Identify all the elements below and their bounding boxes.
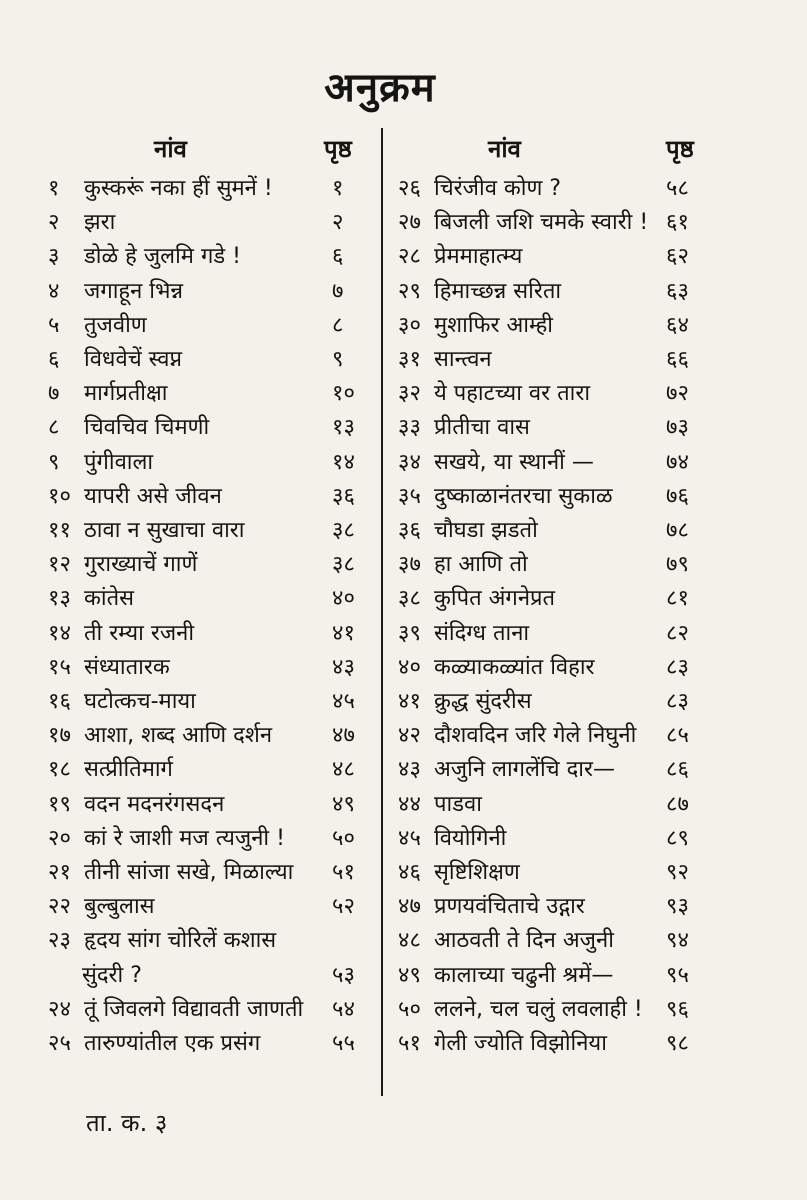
entry-title: कां रे जाशी मज त्यजुनी ! xyxy=(84,825,285,851)
entry-number: १६ xyxy=(48,689,71,714)
entry-page: ४७ xyxy=(332,723,355,749)
entry-number: ३९ xyxy=(398,620,421,646)
toc-entry xyxy=(396,617,716,651)
entry-title: झरा xyxy=(84,210,116,236)
entry-page: १० xyxy=(332,381,355,407)
entry-number: २२ xyxy=(48,894,71,920)
entry-title: हृदय सांग चोरिलें कशास xyxy=(84,928,277,954)
entry-number: २८ xyxy=(398,244,421,270)
entry-number: २७ xyxy=(398,210,421,236)
entry-title: कांतेस xyxy=(84,586,135,612)
entry-page: ५२ xyxy=(332,894,355,920)
toc-entry xyxy=(42,582,372,616)
toc-entry xyxy=(396,411,716,445)
entry-title: चौघडा झडतो xyxy=(434,518,538,543)
entry-page: ६ xyxy=(332,244,344,270)
entry-page: ४९ xyxy=(332,791,355,817)
entry-number: १३ xyxy=(48,586,71,612)
toc-entry xyxy=(42,617,372,651)
entry-page: १४ xyxy=(332,449,355,475)
entry-title: दुष्काळानंतरचा सुकाळ xyxy=(434,483,613,509)
entry-title: संध्यातारक xyxy=(84,654,170,680)
toc-entry xyxy=(396,309,716,343)
right-header-row xyxy=(396,132,716,172)
right-column xyxy=(396,132,716,1056)
entry-number: ३० xyxy=(398,312,421,338)
toc-entry xyxy=(42,924,372,958)
entry-number: १५ xyxy=(48,654,71,680)
entry-page: ८१ xyxy=(666,586,689,612)
toc-entry xyxy=(396,822,716,856)
entry-number: ३ xyxy=(48,244,60,270)
toc-entry xyxy=(396,240,716,274)
entry-title: कालाच्या चढुनी श्रमें— xyxy=(434,962,614,988)
toc-entry xyxy=(42,514,372,548)
toc-entry xyxy=(396,480,716,514)
entry-number: २९ xyxy=(398,278,421,304)
left-header-row xyxy=(42,132,372,172)
entry-number: २३ xyxy=(48,928,71,954)
entry-number: ४३ xyxy=(398,757,421,783)
entry-number: ४२ xyxy=(398,723,421,749)
entry-page: ४१ xyxy=(332,620,355,646)
entry-number: ४५ xyxy=(398,825,421,851)
entry-number: ३८ xyxy=(398,586,421,612)
entry-title: तारुण्यांतील एक प्रसंग xyxy=(84,1031,261,1056)
toc-entry xyxy=(42,480,372,514)
entry-number: ४७ xyxy=(398,894,421,920)
entry-title: पाडवा xyxy=(434,791,482,817)
entry-page: ४५ xyxy=(332,689,355,714)
entry-page: ५८ xyxy=(666,176,689,201)
entry-page: ५१ xyxy=(332,860,355,885)
toc-entry xyxy=(396,377,716,411)
toc-entry xyxy=(396,446,716,480)
entry-number: ४१ xyxy=(398,689,421,714)
toc-entry xyxy=(42,309,372,343)
entry-title: वियोगिनी xyxy=(434,825,507,851)
entry-page: ९५ xyxy=(666,962,689,988)
entry-number: ५१ xyxy=(398,1031,421,1056)
entry-page: २ xyxy=(332,210,344,236)
entry-number: १८ xyxy=(48,757,71,783)
entry-title: आशा, शब्द आणि दर्शन xyxy=(84,723,273,749)
entry-page: ५५ xyxy=(332,1031,355,1056)
footnote: ता. क. ३ xyxy=(86,1109,168,1137)
entry-number: ४९ xyxy=(398,962,421,988)
entry-number: १९ xyxy=(48,791,71,817)
page-title: अनुक्रम xyxy=(324,65,436,111)
toc-entry xyxy=(42,343,372,377)
entry-page: ८५ xyxy=(666,723,689,749)
entry-page: ८३ xyxy=(666,689,689,714)
entry-number: १७ xyxy=(48,723,71,749)
toc-entry xyxy=(396,753,716,787)
toc-entry xyxy=(42,548,372,582)
entry-number: ५० xyxy=(398,996,421,1022)
entry-number: ४८ xyxy=(398,928,421,954)
entry-title: तुजवीण xyxy=(84,312,147,338)
entry-title: कुस्करूं नका हीं सुमनें ! xyxy=(84,176,273,201)
entry-number: ३१ xyxy=(398,347,421,372)
entry-page: ४८ xyxy=(332,757,355,783)
entry-page: ८३ xyxy=(666,654,689,680)
toc-entry xyxy=(396,993,716,1027)
entry-title: प्रणयवंचिताचे उद्गार xyxy=(434,894,585,920)
entry-number: ३२ xyxy=(398,381,421,407)
toc-entry xyxy=(42,240,372,274)
entry-title: मुशाफिर आम्ही xyxy=(434,312,553,338)
entry-title: अजुनि लागलेंचि दार— xyxy=(434,757,615,783)
entry-title: ये पहाटच्या वर तारा xyxy=(434,381,591,407)
entry-page: ९८ xyxy=(666,1031,689,1056)
entry-title: आठवती ते दिन अजुनी xyxy=(434,928,614,954)
entry-title: दौशवदिन जरि गेले निघुनी xyxy=(434,723,637,749)
toc-entry xyxy=(396,651,716,685)
entry-number: ११ xyxy=(48,518,71,543)
entry-page: १ xyxy=(332,176,344,201)
toc-entry xyxy=(396,959,716,993)
entry-number: २६ xyxy=(398,176,421,201)
entry-page: ७९ xyxy=(666,552,689,578)
entry-title: हिमाच्छन्न सरिता xyxy=(434,278,562,304)
toc-entry xyxy=(42,377,372,411)
entry-number: ७ xyxy=(48,381,60,407)
entry-title: वदन मदनरंगसदन xyxy=(84,791,225,817)
toc-entry xyxy=(42,822,372,856)
entry-number: २ xyxy=(48,210,60,236)
toc-entry xyxy=(42,719,372,753)
toc-entry xyxy=(42,856,372,890)
entry-title: प्रेममाहात्म्य xyxy=(434,244,523,270)
entry-page: ५३ xyxy=(332,962,355,988)
entry-page: ५० xyxy=(332,825,355,851)
column-divider xyxy=(381,128,383,1096)
entry-page: ८२ xyxy=(666,620,689,646)
entry-page: ८९ xyxy=(666,825,689,851)
entry-number: २१ xyxy=(48,860,71,885)
entry-page: ३६ xyxy=(332,483,355,509)
entry-title: ठावा न सुखाचा वारा xyxy=(84,518,245,543)
entry-page: ५४ xyxy=(332,996,355,1022)
entry-page: ९६ xyxy=(666,996,689,1022)
entry-title: क्रुद्ध सुंदरीस xyxy=(434,689,532,714)
toc-entry xyxy=(42,206,372,240)
entry-title: संदिग्ध ताना xyxy=(434,620,530,646)
entry-title: घटोत्कच-माया xyxy=(84,689,196,714)
entry-title: मार्गप्रतीक्षा xyxy=(84,381,168,407)
toc-entry xyxy=(396,1027,716,1061)
entry-page: ७८ xyxy=(666,518,689,543)
entry-title: पुंगीवाला xyxy=(84,449,154,475)
entry-title: कुपित अंगनेप्रत xyxy=(434,586,556,612)
toc-entry xyxy=(42,890,372,924)
entry-title: विधवेचें स्वप्न xyxy=(84,347,182,372)
entry-number: ४ xyxy=(48,278,60,304)
entry-title: डोळे हे जुलमि गडे ! xyxy=(84,244,241,270)
toc-entry xyxy=(396,343,716,377)
name-header: नांव xyxy=(488,135,521,163)
toc-entry xyxy=(42,446,372,480)
entry-page: १३ xyxy=(332,415,355,441)
entry-page: ३८ xyxy=(332,552,355,578)
entry-number: ४० xyxy=(398,654,421,680)
entry-page: ९२ xyxy=(666,860,689,885)
toc-entry xyxy=(396,856,716,890)
toc-entry xyxy=(396,685,716,719)
entry-number: ३५ xyxy=(398,483,421,509)
toc-entry xyxy=(396,172,716,206)
entry-page: ७ xyxy=(332,278,344,304)
entry-title: हा आणि तो xyxy=(434,552,528,578)
entry-title: चिरंजीव कोण ? xyxy=(434,176,562,201)
toc-entry xyxy=(396,719,716,753)
entry-number: ६ xyxy=(48,347,60,372)
entry-page: ९४ xyxy=(666,928,689,954)
entry-page: ६६ xyxy=(666,347,689,372)
entry-title: गेली ज्योति विझोनिया xyxy=(434,1031,607,1056)
toc-entry xyxy=(396,924,716,958)
entry-title: सत्प्रीतिमार्ग xyxy=(84,757,173,783)
entry-number: ४६ xyxy=(398,860,421,885)
toc-entry xyxy=(396,206,716,240)
entry-page: ६१ xyxy=(666,210,689,236)
toc-entry xyxy=(396,582,716,616)
entry-page: ९३ xyxy=(666,894,689,920)
toc-entry xyxy=(42,172,372,206)
toc-entry xyxy=(396,275,716,309)
entry-page: ९ xyxy=(332,347,344,372)
toc-entry xyxy=(396,514,716,548)
entry-title: तीनी सांजा सखे, मिळाल्या xyxy=(84,860,294,885)
toc-entry xyxy=(42,788,372,822)
entry-title: चिवचिव चिमणी xyxy=(84,415,210,441)
entry-number: १४ xyxy=(48,620,71,646)
toc-entry xyxy=(42,275,372,309)
entry-title: जगाहून भिन्न xyxy=(84,278,183,304)
entry-title: यापरी असे जीवन xyxy=(84,483,222,509)
toc-entry xyxy=(42,651,372,685)
entry-title: बिजली जशि चमके स्वारी ! xyxy=(434,210,649,236)
entry-number: १० xyxy=(48,483,71,509)
entry-page: ८६ xyxy=(666,757,689,783)
toc-entry xyxy=(42,685,372,719)
page-header: पृष्ठ xyxy=(666,135,694,163)
entry-page: ८ xyxy=(332,312,344,338)
entry-page: ८७ xyxy=(666,791,689,817)
entry-title: प्रीतीचा वास xyxy=(434,415,530,441)
toc-entry xyxy=(396,548,716,582)
toc-entry xyxy=(396,890,716,924)
entry-title: गुराख्याचें गाणें xyxy=(84,552,198,578)
name-header: नांव xyxy=(154,135,187,163)
entry-title: सृष्टिशिक्षण xyxy=(434,860,520,885)
entry-number: ३४ xyxy=(398,449,421,475)
entry-page: ३८ xyxy=(332,518,355,543)
toc-entry xyxy=(396,788,716,822)
toc-entry xyxy=(42,753,372,787)
entry-number: २४ xyxy=(48,996,71,1022)
entry-title: ललने, चल चलुं लवलाही ! xyxy=(434,996,643,1022)
entry-number: ३३ xyxy=(398,415,421,441)
entry-page: ७६ xyxy=(666,483,689,509)
entry-number: २० xyxy=(48,825,71,851)
entry-number: ३७ xyxy=(398,552,421,578)
entry-page: ७२ xyxy=(666,381,689,407)
entry-number: १ xyxy=(48,176,60,201)
page-header: पृष्ठ xyxy=(324,135,352,163)
left-column xyxy=(42,132,372,1056)
entry-page: ६३ xyxy=(666,278,689,304)
toc-entry xyxy=(42,959,372,993)
entry-title: कळ्याकळ्यांत विहार xyxy=(434,654,595,680)
entry-number: ५ xyxy=(48,312,60,338)
entry-number: १२ xyxy=(48,552,71,578)
entry-page: ६२ xyxy=(666,244,689,270)
entry-number: ८ xyxy=(48,415,60,441)
entry-title: सखये, या स्थानीं — xyxy=(434,449,594,475)
toc-entry xyxy=(42,993,372,1027)
entry-page: ४० xyxy=(332,586,355,612)
entry-title: सान्त्वन xyxy=(434,347,492,372)
entry-page: ४३ xyxy=(332,654,355,680)
entry-title: बुल्बुलास xyxy=(84,894,155,920)
entry-page: ७४ xyxy=(666,449,689,475)
entry-page: ६४ xyxy=(666,312,689,338)
toc-entry xyxy=(42,1027,372,1061)
entry-number: ३६ xyxy=(398,518,421,543)
entry-number: ४४ xyxy=(398,791,421,817)
entry-page: ७३ xyxy=(666,415,689,441)
entry-title: ती रम्या रजनी xyxy=(84,620,195,646)
entry-title: तूं जिवलगे विद्यावती जाणती xyxy=(84,996,304,1022)
entry-number: ९ xyxy=(48,449,60,475)
toc-entry xyxy=(42,411,372,445)
entry-title: सुंदरी ? xyxy=(82,962,142,988)
entry-number: २५ xyxy=(48,1031,71,1056)
